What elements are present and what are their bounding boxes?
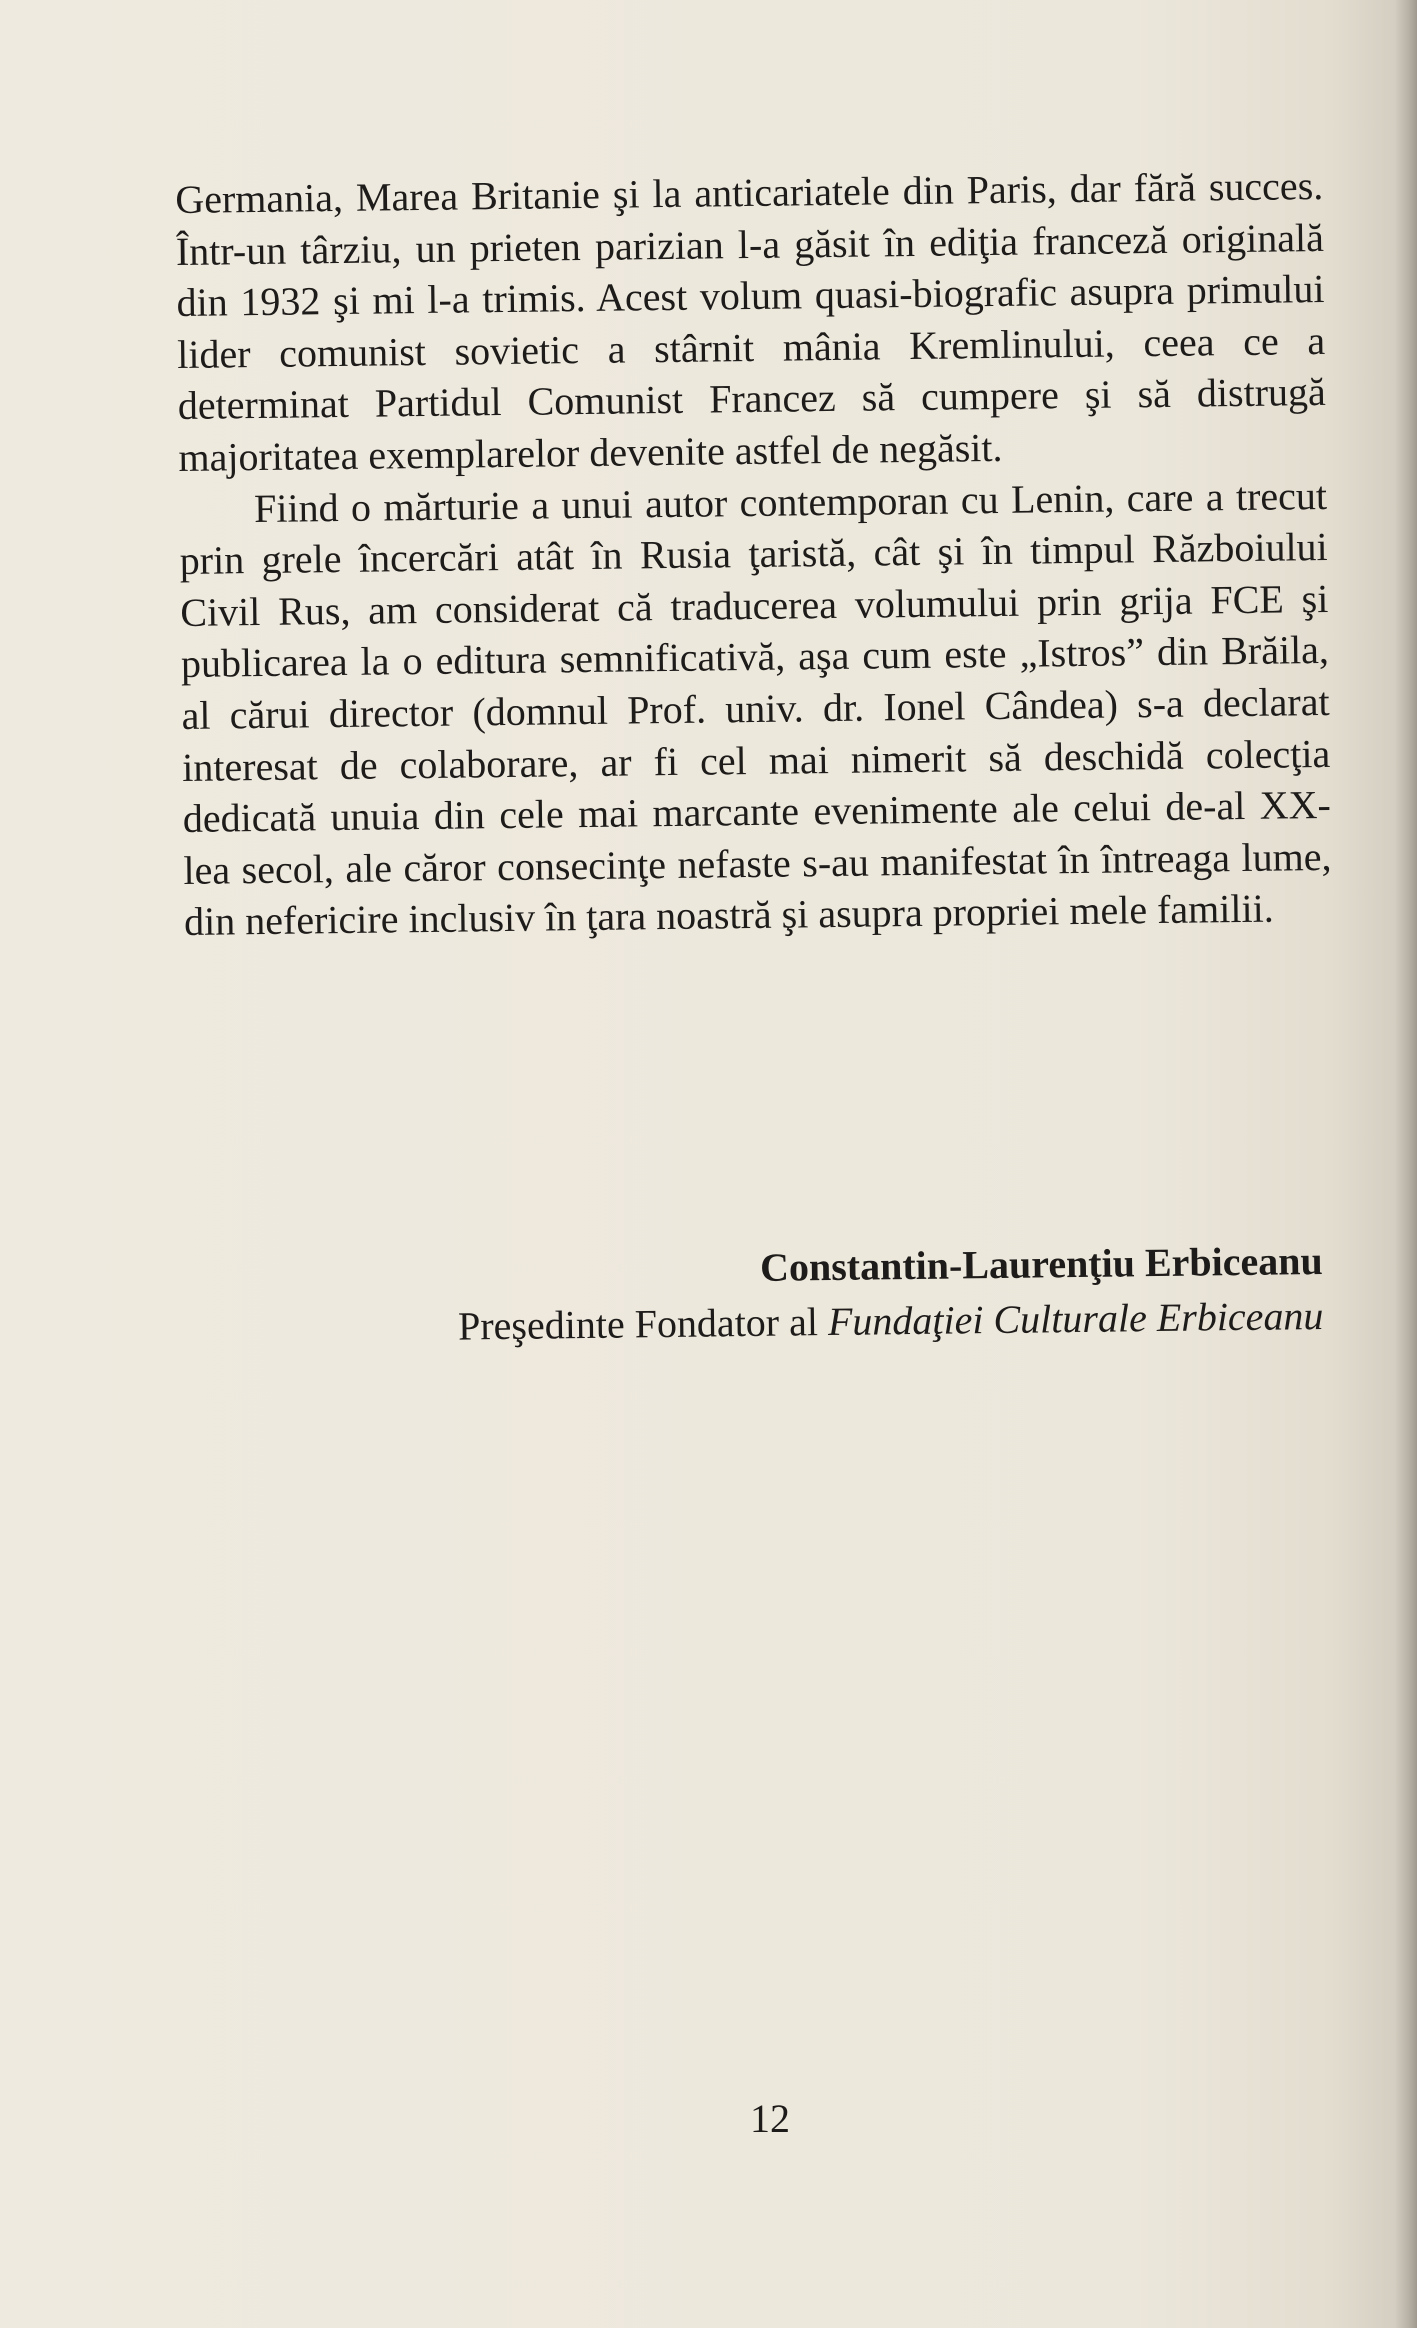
page-binding-shadow: [1395, 0, 1417, 2328]
paragraph-2: Fiind o mărturie a unui autor contemporan cu Lenin, care a trecut prin grele încercări atât în Rusia ţaristă, cât şi în timpul Războiului Civil Rus, am considerat că traducerea volumului prin grija FCE şi publicarea la o editura semnificativă, aşa cum este „Istros” din Brăila, al cărui director (domnul Prof. univ. dr. Ionel Cândea) s-a declarat interesat de colaborare, ar fi cel mai nimerit să deschidă colecţia dedicată unuia din cele mai marcante evenimente ale celui de-al XX-lea secol, ale căror consecinţe nefaste s-au manifestat în întreaga lume, din nefericire inclusiv în ţara noastră şi asupra propriei mele familii.: [179, 472, 1332, 945]
body-text: [175, 160, 1332, 948]
signature-name: Constantin-Laurenţiu Erbiceanu: [759, 1237, 1323, 1290]
paragraph-1: Germania, Marea Britanie şi la anticariatele din Paris, dar fără succes. Într-un târziu, un prieten parizian l-a găsit în ediţia franceză originală din 1932 şi mi l-a trimis. Acest volum quasi-biografic asupra primului lider comunist sovietic a stârnit mânia Kremlinului, ceea ce a determinat Partidul Comunist Francez să cumpere şi să distrugă majoritatea exemplarelor devenite astfel de negăsit.: [175, 162, 1327, 480]
signature-title: [457, 1287, 1323, 1356]
signature-foundation: Fundaţiei Culturale Erbiceanu: [827, 1292, 1324, 1345]
signature-block: [457, 1235, 1324, 1356]
page-number: 12: [750, 2096, 790, 2141]
signature-title-prefix: Preşedinte Fondator al: [457, 1299, 828, 1349]
